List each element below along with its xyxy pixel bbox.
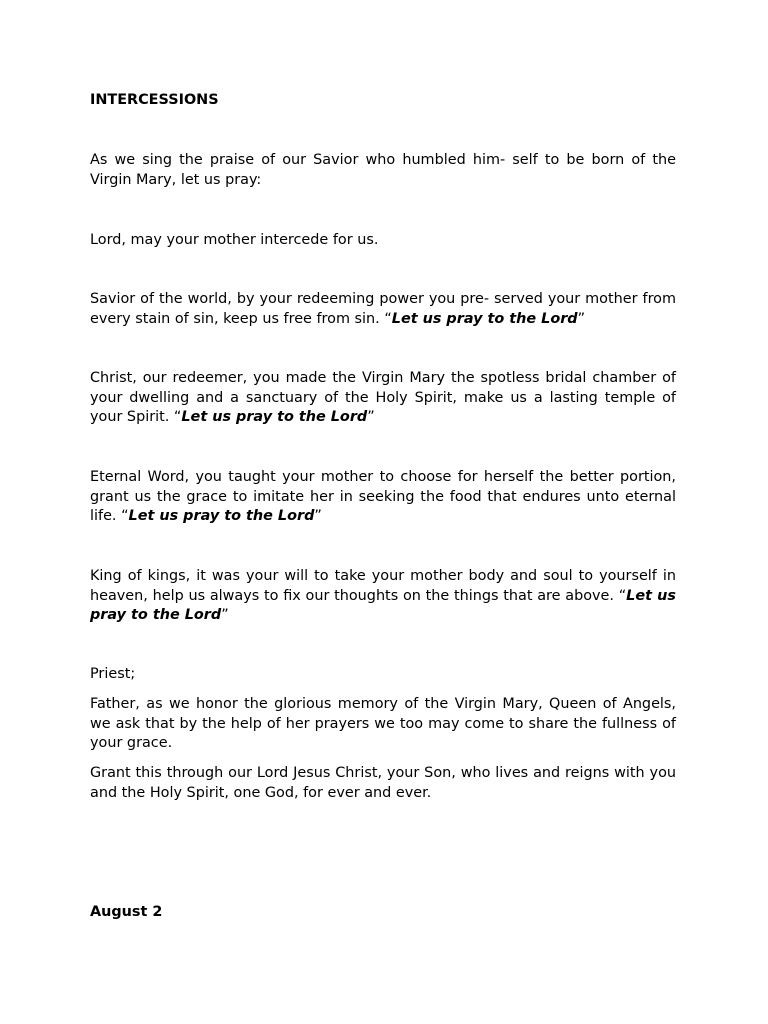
intercession-text: Savior of the world, by your redeeming power you pre- served your mother from every stain of sin, keep us free from sin. [90, 291, 676, 327]
open-quote: “ [384, 310, 392, 327]
intercession-paragraph [90, 567, 676, 626]
open-quote: “ [173, 409, 182, 425]
section-heading: INTERCESSIONS [90, 92, 219, 108]
prayer-conclusion: Grant this through our Lord Jesus Christ, your Son, who lives and reigns with you and the Holy Spirit, one God, for ever and ever. [90, 765, 676, 801]
intercession-paragraph [90, 369, 676, 428]
intercession-text: Christ, our redeemer, you made the Virgin Mary the spotless bridal chamber of your dwelling and a sanctuary of the Holy Spirit, make us a lasting temple of your Spirit. [90, 370, 676, 425]
open-quote: “ [618, 587, 627, 604]
close-quote: ” [221, 607, 229, 623]
intercession-response: Let us pray to the Lord [128, 508, 315, 524]
intercession-text: King of kings, it was your will to take your mother body and soul to yourself in heaven, help us always to fix our thoughts on the things that are above. [90, 568, 676, 604]
intercession-response: Let us pray to the Lord [181, 409, 368, 425]
concluding-prayer: Father, as we honor the glorious memory of the Virgin Mary, Queen of Angels, we ask that by the help of her prayers we too may come to share the fullness of your grace. [90, 696, 676, 751]
priest-label: Priest; [90, 666, 136, 682]
open-quote: “ [121, 508, 129, 524]
close-quote: ” [367, 409, 375, 425]
intercession-paragraph [90, 468, 676, 527]
intercession-paragraph [90, 290, 676, 329]
intercession-response: Let us pray to the Lord [391, 310, 578, 327]
intercession-text: Eternal Word, you taught your mother to choose for herself the better portion, grant us the grace to imitate her in seeking the food that endures unto eternal life. [90, 469, 676, 524]
date-heading: August 2 [90, 904, 163, 920]
close-quote: ” [577, 310, 586, 327]
intro-paragraph: As we sing the praise of our Savior who humbled him- self to be born of the Virgin Mary, let us pray: [90, 152, 676, 188]
intercession-response: Let us pray to the Lord [90, 587, 676, 623]
response-line: Lord, may your mother intercede for us. [90, 232, 379, 248]
close-quote: ” [314, 508, 322, 524]
